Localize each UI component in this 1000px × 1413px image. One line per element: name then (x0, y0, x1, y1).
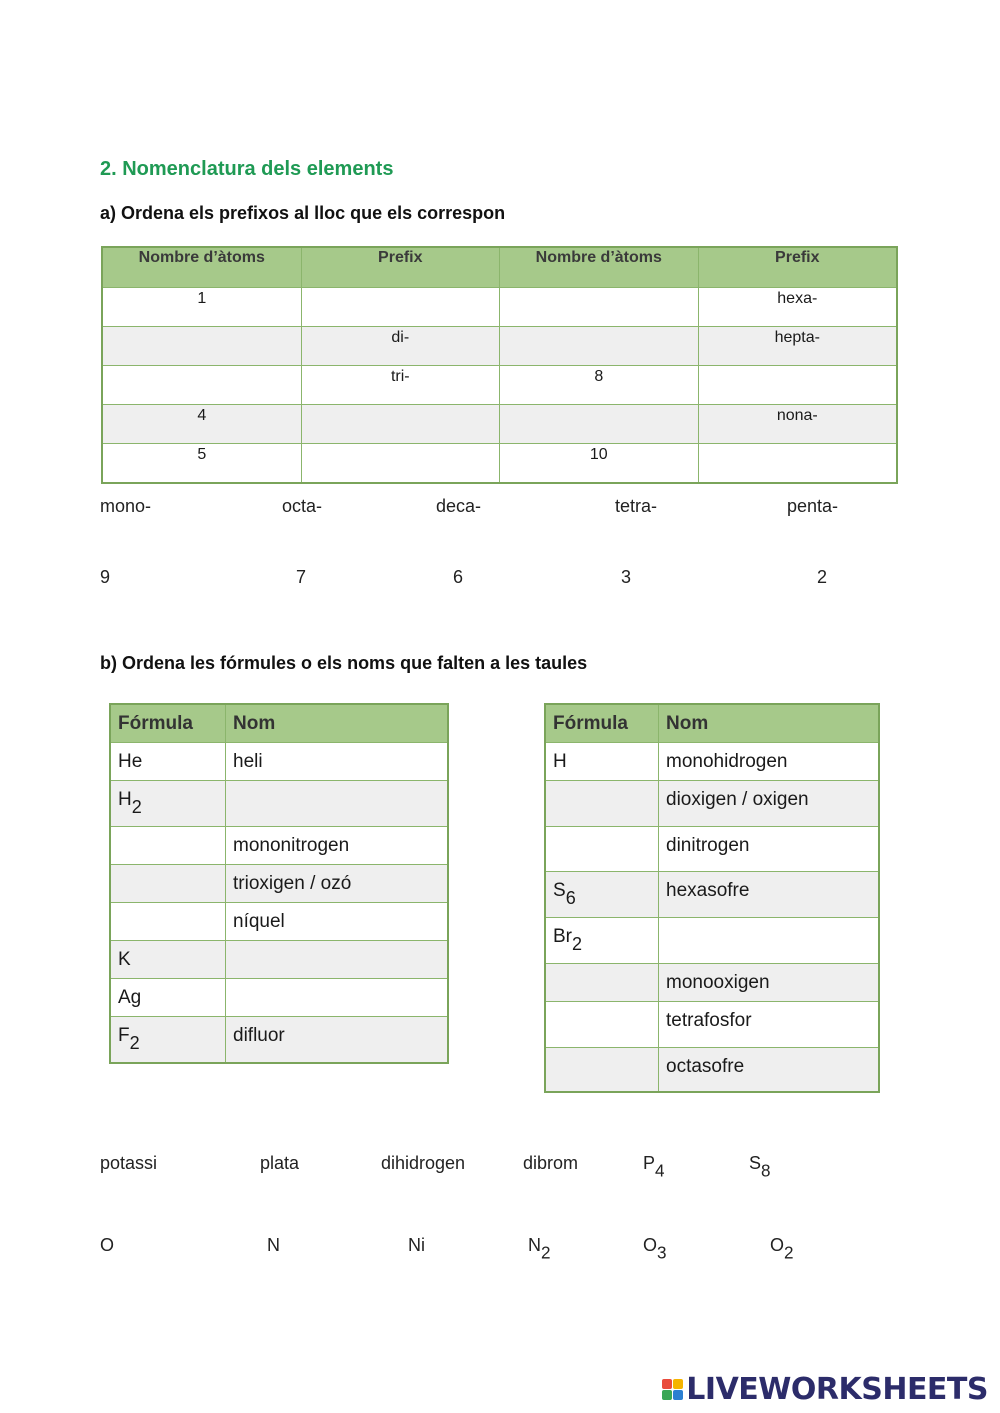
table-row (545, 918, 879, 964)
liveworksheets-logo (662, 1372, 988, 1407)
formula-table-right (544, 703, 880, 1093)
table-row (110, 865, 448, 903)
table-row (110, 827, 448, 865)
formula-cell[interactable] (110, 827, 226, 865)
table-row (102, 366, 897, 405)
header-name: Nom (226, 704, 449, 743)
table-cell[interactable]: nona- (698, 405, 897, 444)
formula-table-header (545, 704, 879, 743)
name-cell[interactable]: mononitrogen (226, 827, 449, 865)
name-cell[interactable] (226, 979, 449, 1017)
formula-cell[interactable] (545, 1002, 659, 1048)
table-cell[interactable] (698, 366, 897, 405)
name-cell[interactable]: tetrafosfor (659, 1002, 880, 1048)
formula-cell[interactable] (545, 781, 659, 827)
logo-mark-icon (662, 1379, 683, 1400)
formula-table-header (110, 704, 448, 743)
formula-cell[interactable]: $H_2$ (110, 781, 226, 827)
word-bank-prefix[interactable]: tetra- (615, 496, 658, 516)
word-bank-item[interactable]: potassi (100, 1153, 158, 1173)
word-bank-prefix[interactable]: mono- (100, 496, 152, 516)
table-row (545, 964, 879, 1002)
word-bank-item[interactable]: dibrom (523, 1153, 579, 1173)
word-bank-number[interactable]: 3 (621, 567, 632, 587)
formula-table-left (109, 703, 449, 1064)
name-cell[interactable] (226, 781, 449, 827)
formula-cell[interactable] (110, 865, 226, 903)
table-row (545, 827, 879, 872)
formula-cell[interactable]: K (110, 941, 226, 979)
table-cell[interactable] (301, 444, 499, 484)
name-cell[interactable]: dioxigen / oxigen (659, 781, 880, 827)
logo-text: LIVEWORKSHEETS (686, 1372, 988, 1407)
word-bank-item[interactable]: Ni (408, 1235, 425, 1255)
name-cell[interactable]: dinitrogen (659, 827, 880, 872)
word-bank-item[interactable]: dihidrogen (381, 1153, 466, 1173)
word-bank-item[interactable]: plata (260, 1153, 300, 1173)
header-prefix-2: Prefix (698, 247, 897, 288)
formula-cell[interactable]: Ag (110, 979, 226, 1017)
table-cell[interactable] (698, 444, 897, 484)
table-cell[interactable]: 1 (102, 288, 301, 327)
name-cell[interactable] (659, 918, 880, 964)
word-bank-number[interactable]: 9 (100, 567, 111, 587)
table-row (110, 1017, 448, 1063)
table-cell[interactable]: hexa- (698, 288, 897, 327)
formula-cell[interactable]: $S_6$ (545, 872, 659, 918)
table-cell[interactable] (301, 405, 499, 444)
table-row (545, 743, 879, 781)
table-row (102, 288, 897, 327)
name-cell[interactable]: níquel (226, 903, 449, 941)
word-bank-item[interactable]: O (100, 1235, 115, 1255)
table-cell[interactable] (499, 288, 698, 327)
part-b-title: b) Ordena les fórmules o els noms que falten a les taules (100, 653, 588, 673)
name-cell[interactable] (226, 941, 449, 979)
table-cell[interactable]: hepta- (698, 327, 897, 366)
formula-cell[interactable] (545, 964, 659, 1002)
formula-cell[interactable] (545, 1048, 659, 1092)
formula-cell[interactable]: $F_2$ (110, 1017, 226, 1063)
table-row (102, 327, 897, 366)
table-row (110, 941, 448, 979)
header-prefix-1: Prefix (301, 247, 499, 288)
word-bank-prefix[interactable]: deca- (436, 496, 482, 516)
table-cell[interactable]: 8 (499, 366, 698, 405)
part-a-title: a) Ordena els prefixos al lloc que els correspon (100, 203, 506, 223)
table-row (545, 1002, 879, 1048)
word-bank-number[interactable]: 6 (453, 567, 464, 587)
word-bank-prefix[interactable]: penta- (787, 496, 839, 516)
table-row (545, 872, 879, 918)
word-bank-item[interactable]: $P_4$ (643, 1153, 665, 1181)
name-cell[interactable]: difluor (226, 1017, 449, 1063)
name-cell[interactable]: hexasofre (659, 872, 880, 918)
formula-cell[interactable]: $Br_2$ (545, 918, 659, 964)
table-cell[interactable] (102, 366, 301, 405)
table-cell[interactable]: 4 (102, 405, 301, 444)
table-row (102, 444, 897, 484)
table-row (110, 979, 448, 1017)
word-bank-item[interactable]: $S_8$ (749, 1153, 771, 1181)
table-cell[interactable]: di- (301, 327, 499, 366)
header-atoms-1: Nombre d’àtoms (102, 247, 301, 288)
table-cell[interactable] (499, 327, 698, 366)
name-cell[interactable]: monohidrogen (659, 743, 880, 781)
table-cell[interactable]: 5 (102, 444, 301, 484)
table-row (545, 1048, 879, 1092)
word-bank-item[interactable]: $O_3$ (643, 1235, 667, 1263)
header-name: Nom (659, 704, 880, 743)
name-cell[interactable]: octasofre (659, 1048, 880, 1092)
prefix-table (101, 246, 898, 484)
table-row (110, 781, 448, 827)
formula-cell[interactable] (110, 903, 226, 941)
word-bank-item[interactable]: N (267, 1235, 280, 1255)
word-bank-item[interactable]: $O_2$ (770, 1235, 794, 1263)
table-row (102, 405, 897, 444)
table-cell[interactable] (499, 405, 698, 444)
header-formula: Fórmula (110, 704, 226, 743)
name-cell[interactable]: monooxigen (659, 964, 880, 1002)
word-bank-item[interactable]: $N_2$ (528, 1235, 551, 1263)
formula-cell[interactable]: He (110, 743, 226, 781)
table-cell[interactable]: tri- (301, 366, 499, 405)
table-cell[interactable] (102, 327, 301, 366)
word-bank-number[interactable]: 7 (296, 567, 307, 587)
header-atoms-2: Nombre d’àtoms (499, 247, 698, 288)
table-cell[interactable] (301, 288, 499, 327)
table-row (545, 781, 879, 827)
name-cell[interactable]: trioxigen / ozó (226, 865, 449, 903)
section-title: 2. Nomenclatura dels elements (100, 158, 394, 180)
word-bank-number[interactable]: 2 (817, 567, 828, 587)
word-bank-prefix[interactable]: octa- (282, 496, 323, 516)
table-cell[interactable]: 10 (499, 444, 698, 484)
prefix-table-header (102, 247, 897, 288)
header-formula: Fórmula (545, 704, 659, 743)
table-row (110, 903, 448, 941)
formula-cell[interactable]: H (545, 743, 659, 781)
table-row (110, 743, 448, 781)
name-cell[interactable]: heli (226, 743, 449, 781)
formula-cell[interactable] (545, 827, 659, 872)
